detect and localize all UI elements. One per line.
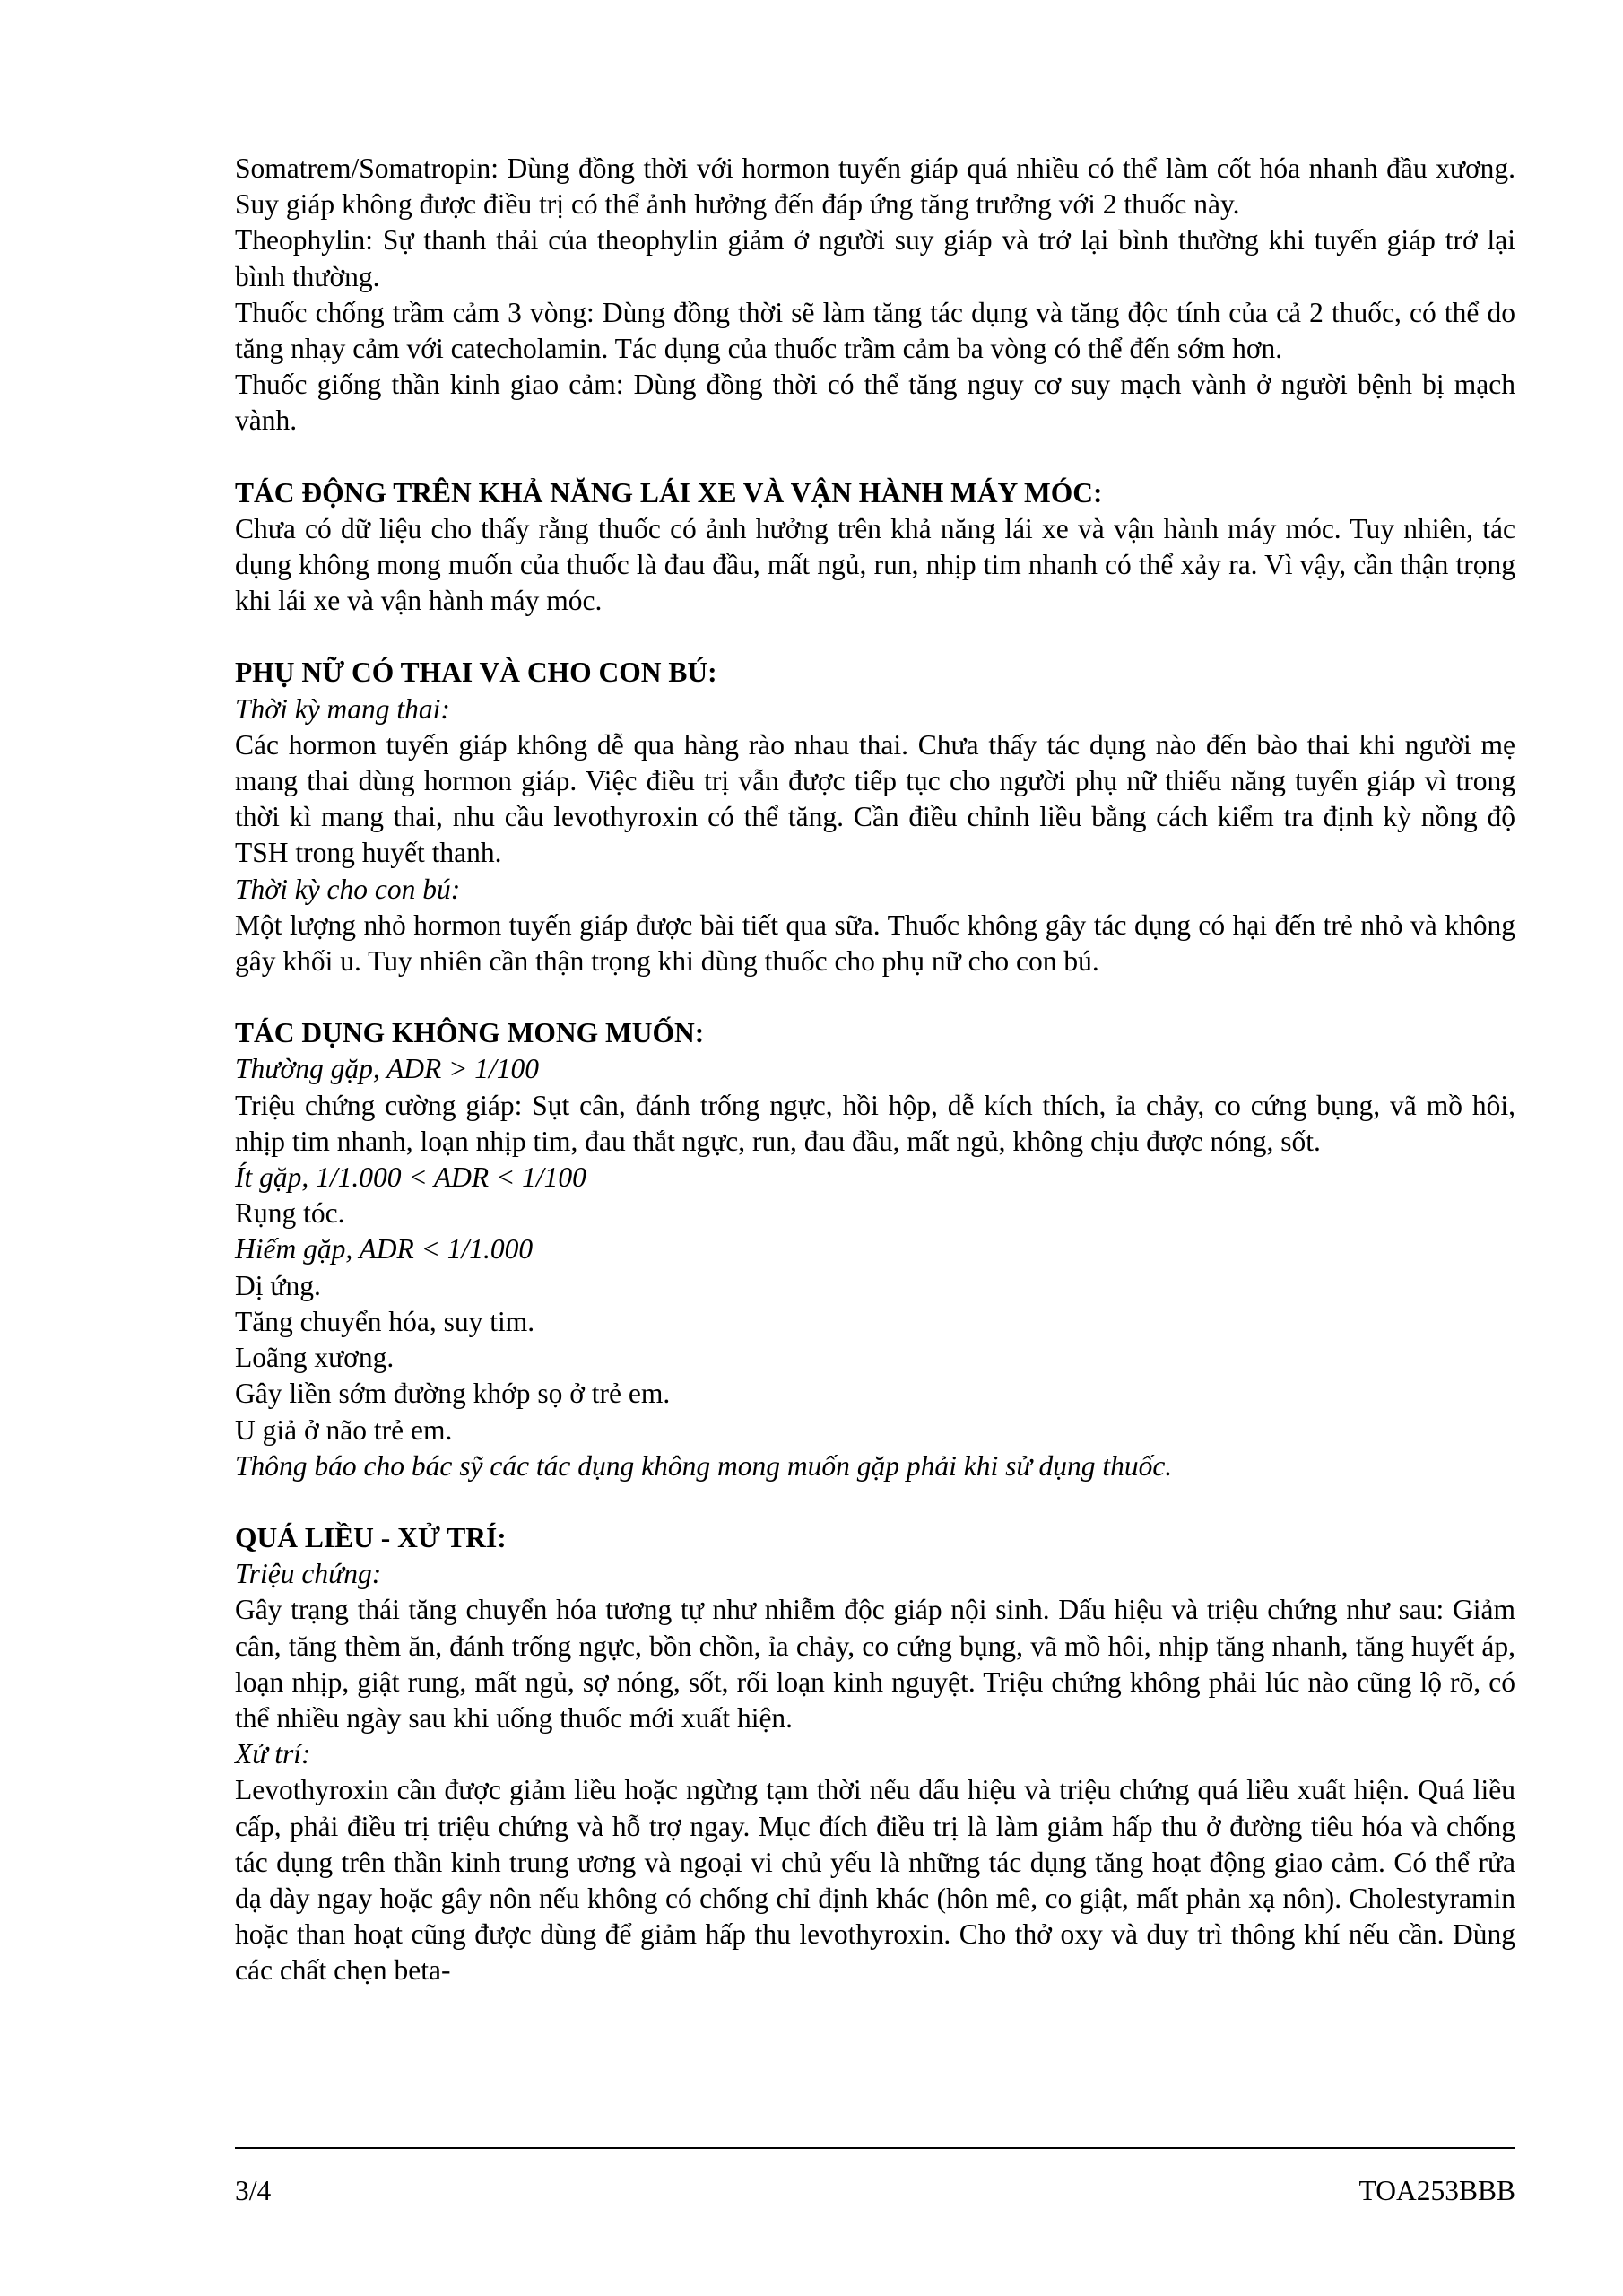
adverse-rare-label: Hiếm gặp, ADR < 1/1.000 [235,1233,534,1265]
overdose-treatment-label: Xử trí: [235,1738,311,1770]
document-body [235,151,1515,1989]
adverse-rare-item: Tăng chuyển hóa, suy tim. [235,1305,535,1337]
lactation-subheading: Thời kỳ cho con bú: [235,873,461,905]
footer-divider [235,2147,1515,2149]
driving-text: Chưa có dữ liệu cho thấy rằng thuốc có ảnh hưởng trên khả năng lái xe và vận hành máy móc. Tuy nhiên, tác dụng không mong muốn của thuốc là đau đầu, mất ngủ, run, nhịp tim nhanh có thể xảy ra. Vì vậy, cần thận trọng khi lái xe và vận hành máy móc. [235,512,1515,617]
pregnancy-subheading: Thời kỳ mang thai: [235,692,450,725]
overdose-symptoms-label: Triệu chứng: [235,1558,382,1590]
adverse-common-label: Thường gặp, ADR > 1/100 [235,1053,540,1085]
heading-driving: TÁC ĐỘNG TRÊN KHẢ NĂNG LÁI XE VÀ VẬN HÀNH MÁY MÓC: [235,476,1103,509]
document-code: TOA253BBB [1358,2175,1515,2206]
heading-pregnancy: PHỤ NỮ CÓ THAI VÀ CHO CON BÚ: [235,657,717,689]
adverse-rare-item: Gây liền sớm đường khớp sọ ở trẻ em. [235,1378,671,1410]
adverse-common-text: Triệu chứng cường giáp: Sụt cân, đánh trống ngực, hồi hộp, dễ kích thích, ỉa chảy, co cứng bụng, vã mồ hôi, nhịp tim nhanh, loạn nhịp tim, đau thắt ngực, run, đau đầu, mất ngủ, không chịu được nóng, sốt. [235,1089,1515,1157]
overdose-symptoms-text: Gây trạng thái tăng chuyển hóa tương tự như nhiễm độc giáp nội sinh. Dấu hiệu và triệu chứng như sau: Giảm cân, tăng thèm ăn, đánh trống ngực, bồn chồn, ỉa chảy, co cứng bụng, vã mồ hôi, nhịp tăng nhanh, tăng huyết áp, loạn nhịp, giật rung, mất ngủ, sợ nóng, sốt, rối loạn kinh nguyệt. Triệu chứng không phải lúc nào cũng lộ rõ, có thể nhiều ngày sau khi uống thuốc mới xuất hiện. [235,1594,1515,1734]
adverse-uncommon-text: Rụng tóc. [235,1197,345,1230]
lactation-text: Một lượng nhỏ hormon tuyến giáp được bài tiết qua sữa. Thuốc không gây tác dụng có hại đến trẻ nhỏ và không gây khối u. Tuy nhiên cần thận trọng khi dùng thuốc cho phụ nữ cho con bú. [235,909,1515,978]
heading-adverse-effects: TÁC DỤNG KHÔNG MONG MUỐN: [235,1017,705,1049]
page-number: 3/4 [235,2175,272,2206]
adverse-uncommon-label: Ít gặp, 1/1.000 < ADR < 1/100 [235,1161,586,1194]
heading-overdose: QUÁ LIỀU - XỬ TRÍ: [235,1521,507,1553]
overdose-treatment-text: Levothyroxin cần được giảm liều hoặc ngừng tạm thời nếu dấu hiệu và triệu chứng quá liều xuất hiện. Quá liều cấp, phải điều trị triệu chứng và hỗ trợ ngay. Mục đích điều trị là làm giảm hấp thu ở đường tiêu hóa và chống tác dụng trên thần kinh trung ương và ngoại vi chủ yếu là những tác dụng tăng hoạt động giao cảm. Có thể rửa dạ dày ngay hoặc gây nôn nếu không có chống chỉ định khác (hôn mê, co giật, mất phản xạ nôn). Cholestyramin hoặc than hoạt cũng được dùng để giảm hấp thu levothyroxin. Cho thở oxy và duy trì thông khí nếu cần. Dùng các chất chẹn beta- [235,1774,1515,1987]
adverse-rare-item: U giả ở não trẻ em. [235,1413,453,1446]
adverse-rare-item: Loãng xương. [235,1342,395,1374]
adverse-rare-item: Dị ứng. [235,1269,321,1301]
interaction-antidepressant: Thuốc chống trầm cảm 3 vòng: Dùng đồng thời sẽ làm tăng tác dụng và tăng độc tính của cả 2 thuốc, có thể do tăng nhạy cảm với catecholamin. Tác dụng của thuốc trầm cảm ba vòng có thể đến sớm hơn. [235,296,1515,365]
adverse-notice: Thông báo cho bác sỹ các tác dụng không mong muốn gặp phải khi sử dụng thuốc. [235,1449,1173,1482]
interaction-somatropin: Somatrem/Somatropin: Dùng đồng thời với hormon tuyến giáp quá nhiều có thể làm cốt hóa nhanh đầu xương. Suy giáp không được điều trị có thể ảnh hưởng đến đáp ứng tăng trưởng với 2 thuốc này. [235,152,1515,221]
pregnancy-text: Các hormon tuyến giáp không dễ qua hàng rào nhau thai. Chưa thấy tác dụng nào đến bào thai khi người mẹ mang thai dùng hormon giáp. Việc điều trị vẫn được tiếp tục cho người phụ nữ thiểu năng tuyến giáp vì trong thời kì mang thai, nhu cầu levothyroxin có thể tăng. Cần điều chỉnh liều bằng cách kiểm tra định kỳ nồng độ TSH trong huyết thanh. [235,728,1515,869]
interaction-sympathomimetic: Thuốc giống thần kinh giao cảm: Dùng đồng thời có thể tăng nguy cơ suy mạch vành ở người bệnh bị mạch vành. [235,369,1515,437]
interaction-theophylin: Theophylin: Sự thanh thải của theophylin giảm ở người suy giáp và trở lại bình thường khi tuyến giáp trở lại bình thường. [235,224,1515,292]
